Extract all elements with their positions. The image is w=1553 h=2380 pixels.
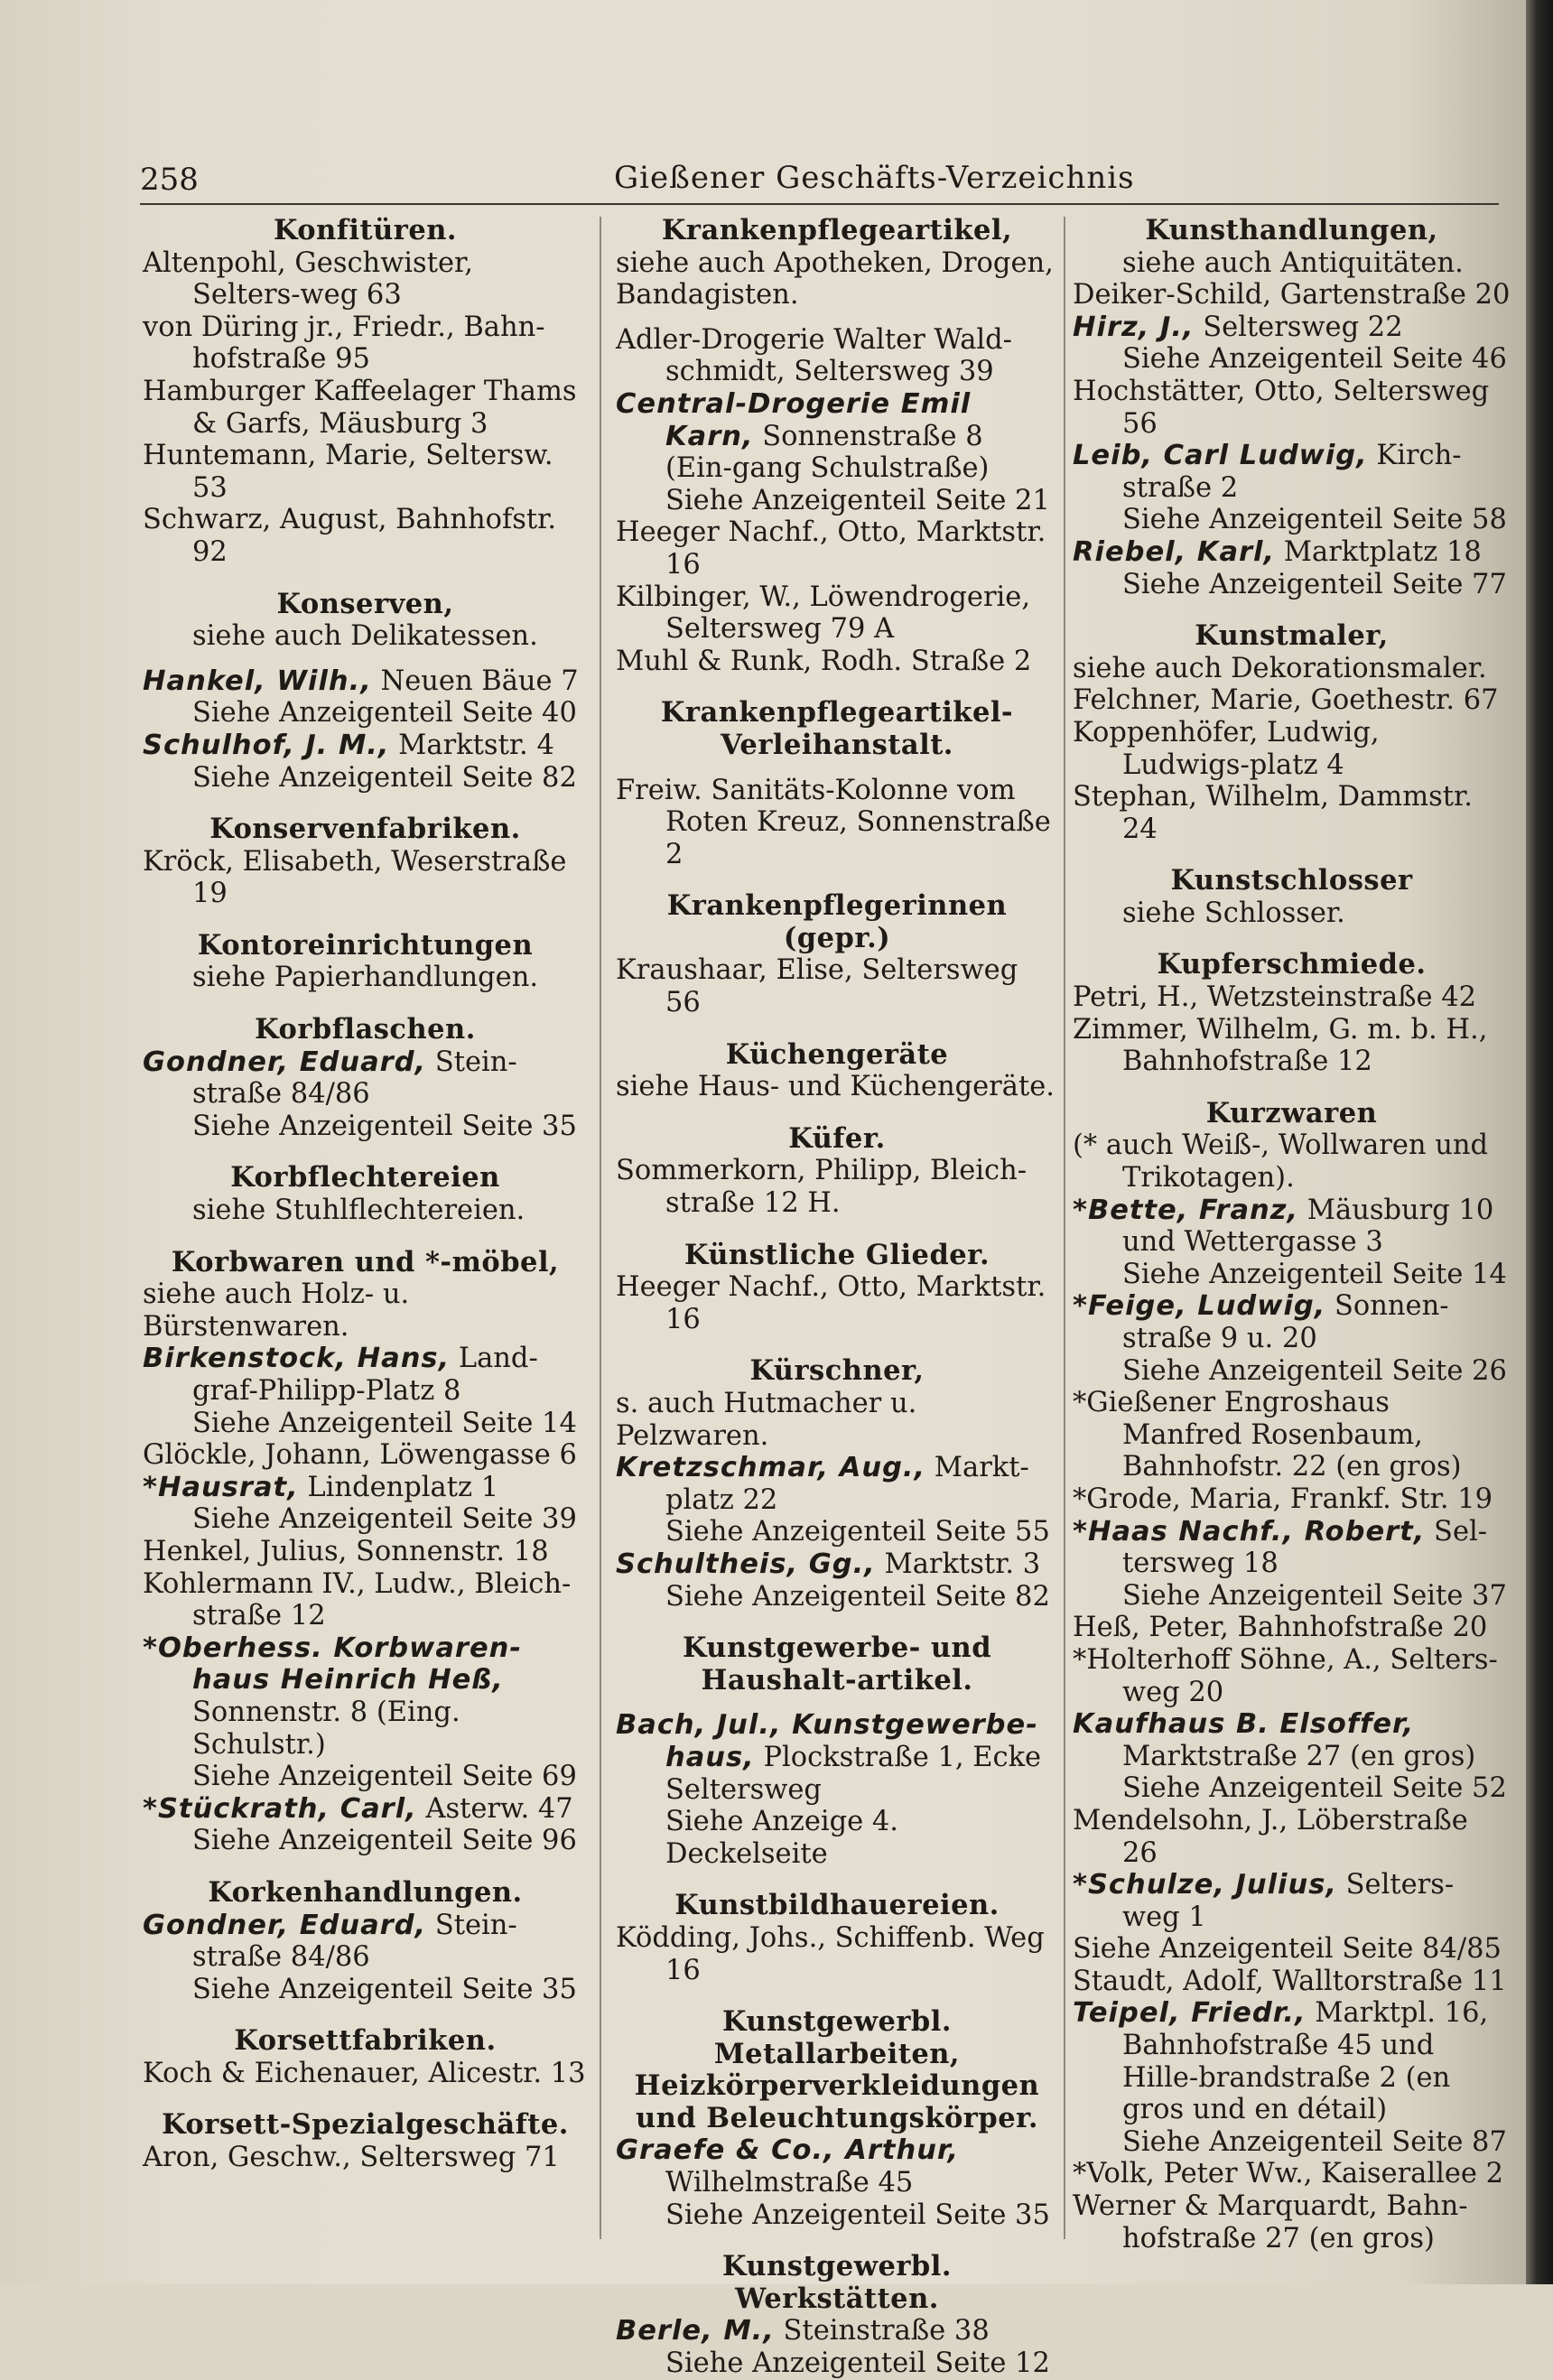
reference-note [1073, 569, 1511, 601]
spacer [616, 870, 1058, 890]
category-heading [1073, 215, 1511, 247]
reference-note [1073, 1772, 1511, 1805]
featured-business-name: Hirz, J., [1073, 311, 1195, 343]
featured-business-name: Schultheis, Gg., [616, 1548, 876, 1580]
featured-business-name: *Hausrat, [143, 1471, 299, 1503]
entry-text: Huntemann, Marie, Seltersw. 53 [143, 440, 553, 504]
directory-entry [1073, 1612, 1511, 1644]
entry-text: Kröck, Elisabeth, Weserstraße 19 [143, 845, 567, 910]
entry-text: Marktpl. 16, Bahnhofstraße 45 und Hille-brandstraße 2 (en gros und en détail) [1122, 1997, 1489, 2126]
entry-text: Heeger Nachf., Otto, Marktstr. 16 [616, 516, 1046, 581]
spacer [616, 1220, 1058, 1240]
directory-entry [1073, 781, 1511, 845]
entry-text: Siehe Anzeigenteil Seite 26 [1122, 1354, 1507, 1387]
spacer [143, 2005, 588, 2025]
spacer [1073, 845, 1511, 865]
spacer [143, 994, 588, 1014]
directory-entry [616, 954, 1058, 1018]
directory-entry [616, 1452, 1058, 1516]
entry-text: Heß, Peter, Bahnhofstraße 20 [1073, 1612, 1488, 1644]
entry-text: Hochstätter, Otto, Seltersweg 56 [1073, 375, 1490, 440]
directory-entry [143, 440, 588, 504]
category-heading [143, 1877, 588, 1910]
entry-text: Koppenhöfer, Ludwig, Ludwigs-platz 4 [1073, 716, 1380, 781]
entry-text: Kunsthandlungen, [1145, 214, 1438, 246]
entry-text: siehe auch Dekorationsmaler. [1073, 652, 1487, 684]
entry-text: Stein-straße 84/86 [192, 1046, 517, 1111]
directory-column-3 [1073, 215, 1511, 2260]
category-heading [616, 1890, 1058, 1922]
entry-text: Kunstgewerbl. Metallarbeiten, Heizkörperverkleidungen und Beleuchtungskörper. [634, 2005, 1040, 2134]
entry-text: Neuen Bäue 7 [371, 665, 579, 697]
category-heading [143, 2025, 588, 2058]
reference-note [616, 1516, 1058, 1548]
reference-note [143, 1503, 588, 1536]
entry-text: Kilbinger, W., Löwendrogerie, Seltersweg 79 A [616, 581, 1031, 646]
entry-text: Schwarz, August, Bahnhofstr. 92 [143, 504, 557, 568]
entry-text: Lindenplatz 1 [298, 1471, 499, 1503]
entry-text: Siehe Anzeigenteil Seite 39 [192, 1503, 577, 1536]
spacer [616, 1335, 1058, 1355]
directory-entry [616, 1548, 1058, 1581]
see-also-note [616, 247, 1058, 311]
spacer [143, 569, 588, 589]
entry-text: Konservenfabriken. [209, 813, 521, 846]
entry-text: Kraushaar, Elise, Seltersweg 56 [616, 954, 1018, 1019]
entry-text: (* auch Weiß-, Wollwaren und Trikotagen). [1073, 1130, 1489, 1195]
reference-note [616, 1806, 1058, 1870]
entry-text: siehe auch Apotheken, Drogen, Bandagisten. [616, 246, 1054, 311]
reference-note [616, 2347, 1058, 2380]
directory-entry [143, 1536, 588, 1568]
entry-text: Korkenhandlungen. [208, 1875, 523, 1909]
directory-entry [1073, 684, 1511, 717]
entry-text: Siehe Anzeigenteil Seite 35 [665, 2199, 1050, 2231]
reference-note [616, 1581, 1058, 1613]
entry-text: Siehe Anzeigenteil Seite 21 [665, 484, 1050, 516]
entry-text: Siehe Anzeigenteil Seite 84/85 [1073, 1933, 1502, 1966]
entry-text: Marktplatz 18 [1275, 535, 1482, 568]
entry-text: Freiw. Sanitäts-Kolonne vom Roten Kreuz, Sonnenstraße 2 [616, 774, 1051, 870]
directory-entry [143, 2058, 588, 2090]
reference-note [143, 962, 588, 994]
entry-text: Seltersweg 22 [1194, 311, 1403, 343]
spacer [143, 653, 588, 665]
featured-business-name: Birkenstock, Hans, [143, 1343, 451, 1375]
spacer [143, 1142, 588, 1162]
directory-entry [616, 324, 1058, 388]
directory-entry [616, 1155, 1058, 1219]
reference-note [143, 1825, 588, 1857]
directory-entry [143, 2142, 588, 2174]
featured-business-name: Berle, M., [616, 2315, 775, 2347]
entry-text: Wilhelmstraße 45 [665, 2167, 914, 2199]
spacer [143, 910, 588, 930]
spacer [616, 1103, 1058, 1123]
directory-entry [1073, 1708, 1511, 1772]
directory-entry [616, 1271, 1058, 1335]
directory-entry [1073, 1869, 1511, 1933]
directory-entry [143, 730, 588, 762]
entry-text: siehe Schlosser. [1122, 897, 1345, 929]
reference-note [1073, 247, 1511, 280]
entry-text: Siehe Anzeigenteil Seite 52 [1122, 1772, 1507, 1805]
entry-text: Kürschner, [749, 1354, 925, 1388]
featured-business-name: *Bette, Franz, [1073, 1194, 1299, 1226]
entry-text: Korbflechtereien [230, 1161, 500, 1195]
reference-note [1073, 2126, 1511, 2159]
category-heading [143, 2109, 588, 2142]
entry-text: *Grode, Maria, Frankf. Str. 19 [1073, 1483, 1493, 1515]
entry-text: Konserven, [276, 587, 454, 620]
entry-text: Land-graf-Philipp-Platz 8 [192, 1343, 538, 1407]
category-heading [616, 1355, 1058, 1388]
entry-text: Korsettfabriken. [234, 2024, 497, 2058]
directory-entry [1073, 1195, 1511, 1259]
entry-text: *Holterhoff Söhne, A., Selters-weg 20 [1073, 1643, 1498, 1708]
entry-text: Stephan, Wilhelm, Dammstr. 24 [1073, 781, 1473, 845]
entry-text: Siehe Anzeigenteil Seite 35 [192, 1110, 577, 1142]
reference-note [143, 620, 588, 653]
category-heading [143, 589, 588, 621]
category-heading [143, 1162, 588, 1195]
spacer [143, 794, 588, 813]
spacer [143, 1227, 588, 1247]
entry-text: siehe auch Delikatessen. [192, 620, 538, 653]
reference-note [616, 2199, 1058, 2232]
featured-business-name: *Oberhess. Korbwaren-haus Heinrich Heß, [143, 1632, 523, 1697]
featured-business-name: Graefe & Co., Arthur, [616, 2134, 960, 2167]
entry-text: Korbwaren und *-möbel, [171, 1245, 560, 1278]
entry-text: Siehe Anzeigenteil Seite 37 [1122, 1579, 1507, 1612]
category-heading [143, 1014, 588, 1046]
entry-text: Kunstbildhauereien. [674, 1889, 1000, 1922]
entry-text: Krankenpflegerinnen (gepr.) [666, 889, 1008, 954]
spacer [616, 1613, 1058, 1632]
entry-text: Sel-tersweg 18 [1122, 1515, 1488, 1580]
directory-entry [1073, 311, 1511, 344]
entry-text: Felchner, Marie, Goethestr. 67 [1073, 684, 1499, 717]
featured-business-name: *Stückrath, Carl, [143, 1792, 417, 1825]
entry-text: Korsett-Spezialgeschäfte. [162, 2108, 569, 2142]
spacer [616, 677, 1058, 697]
entry-text: Korbflaschen. [255, 1013, 476, 1046]
entry-text: Sonnenstr. 8 (Eing. Schulstr.) [192, 1696, 460, 1761]
directory-entry [143, 1910, 588, 1974]
entry-text: Kunstgewerbl. Werkstätten. [722, 2250, 952, 2315]
directory-entry [1073, 536, 1511, 569]
reference-note [143, 762, 588, 795]
entry-text: Koch & Eichenauer, Alicestr. 13 [143, 2057, 586, 2089]
reference-note [143, 1761, 588, 1793]
entry-text: Siehe Anzeigenteil Seite 55 [665, 1516, 1050, 1548]
see-also-note [1073, 653, 1511, 685]
directory-entry [143, 1439, 588, 1472]
entry-text: Deiker-Schild, Gartenstraße 20 [1073, 279, 1511, 311]
entry-text: Krankenpflegeartikel-Verleihanstalt. [660, 696, 1014, 761]
spacer [143, 1857, 588, 1877]
category-heading [143, 215, 588, 247]
directory-entry [1073, 1290, 1511, 1354]
category-heading [1073, 865, 1511, 897]
directory-entry [1073, 376, 1511, 440]
entry-text: Hamburger Kaffeelager Thams & Garfs, Mäusburg 3 [143, 375, 577, 440]
featured-business-name: *Schulze, Julius, [1073, 1869, 1337, 1901]
entry-text: Muhl & Runk, Rodh. Straße 2 [616, 645, 1032, 677]
entry-text: Zimmer, Wilhelm, G. m. b. H., Bahnhofstraße 12 [1073, 1013, 1488, 1078]
entry-text: Aron, Geschw., Seltersweg 71 [143, 2142, 560, 2174]
category-heading [616, 215, 1058, 247]
entry-text: Selters-weg 1 [1122, 1869, 1455, 1933]
entry-text: Henkel, Julius, Sonnenstr. 18 [143, 1535, 549, 1567]
directory-entry [1073, 1483, 1511, 1516]
featured-business-name: *Feige, Ludwig, [1073, 1290, 1326, 1323]
reference-note [1073, 1259, 1511, 1291]
entry-text: Steinstraße 38 [774, 2315, 990, 2347]
category-heading [143, 813, 588, 846]
reference-note [1073, 1580, 1511, 1613]
entry-text: Kohlermann IV., Ludw., Bleich-straße 12 [143, 1567, 572, 1632]
spacer [616, 762, 1058, 775]
entry-text: Plockstraße 1, Ecke Seltersweg [665, 1741, 1042, 1806]
reference-note [143, 1974, 588, 2006]
directory-entry [1073, 2190, 1511, 2254]
entry-text: Kurzwaren [1205, 1096, 1378, 1130]
entry-text: Werner & Marquardt, Bahn-hofstraße 27 (en gros) [1073, 2190, 1468, 2254]
entry-text: Siehe Anzeigenteil Seite 40 [192, 697, 577, 730]
directory-entry [143, 311, 588, 376]
category-heading [143, 1247, 588, 1279]
directory-entry [143, 1472, 588, 1504]
directory-entry [1073, 1014, 1511, 1078]
directory-entry [616, 775, 1058, 871]
entry-text: Stein-straße 84/86 [192, 1909, 517, 1974]
entry-text: Siehe Anzeigenteil Seite 77 [1122, 568, 1507, 600]
reference-note [1073, 1355, 1511, 1388]
directory-entry [143, 665, 588, 698]
category-heading [616, 1039, 1058, 1072]
directory-entry [616, 388, 1058, 485]
entry-text: Sonnenstraße 8 (Ein-gang Schulstraße) [665, 420, 990, 485]
directory-entry [616, 2315, 1058, 2347]
reference-note [143, 1408, 588, 1440]
entry-text: Siehe Anzeigenteil Seite 58 [1122, 504, 1507, 536]
see-also-note [616, 1388, 1058, 1452]
directory-entry [1073, 1644, 1511, 1708]
featured-business-name: Hankel, Wilh., [143, 665, 372, 697]
entry-text: *Volk, Peter Ww., Kaiserallee 2 [1073, 2158, 1504, 2190]
entry-text: Kontoreinrichtungen [197, 928, 534, 962]
column-divider [600, 217, 601, 2239]
directory-entry [1073, 717, 1511, 781]
category-heading [616, 1123, 1058, 1156]
featured-business-name: Central-Drogerie Emil Karn, [616, 387, 972, 452]
entry-text: Mäusburg 10 und Wettergasse 3 [1122, 1194, 1494, 1259]
entry-text: Siehe Anzeigenteil Seite 46 [1122, 343, 1507, 376]
directory-entry [143, 1568, 588, 1632]
featured-business-name: Riebel, Karl, [1073, 535, 1276, 568]
directory-entry [1073, 279, 1511, 311]
reference-note [143, 1195, 588, 1227]
entry-text: Marktstraße 27 (en gros) [1122, 1740, 1476, 1772]
directory-entry [1073, 440, 1511, 504]
directory-entry [143, 1793, 588, 1826]
entry-text: Marktstr. 3 [875, 1548, 1041, 1580]
spacer [143, 2089, 588, 2109]
entry-text: siehe Papierhandlungen. [192, 962, 539, 994]
entry-text: Ködding, Johs., Schiffenb. Weg 16 [616, 1921, 1045, 1986]
featured-business-name: Gondner, Eduard, [143, 1909, 427, 1941]
reference-note [1073, 343, 1511, 376]
featured-business-name: Kaufhaus B. Elsoffer, [1073, 1708, 1415, 1741]
entry-text: Kupferschmiede. [1157, 948, 1427, 981]
featured-business-name: Teipel, Friedr., [1073, 1997, 1307, 2030]
entry-text: Siehe Anzeigenteil Seite 96 [192, 1825, 577, 1857]
directory-entry [616, 2134, 1058, 2199]
entry-text: Adler-Drogerie Walter Wald-schmidt, Seltersweg 39 [616, 323, 1012, 388]
entry-text: Petri, H., Wetzsteinstraße 42 [1073, 981, 1477, 1014]
entry-text: Siehe Anzeigenteil Seite 87 [1122, 2125, 1507, 2158]
entry-text: Mendelsohn, J., Löberstraße 26 [1073, 1804, 1468, 1869]
entry-text: Siehe Anzeige 4. Deckelseite [665, 1806, 898, 1870]
category-heading [616, 890, 1058, 954]
entry-text: Küfer. [788, 1121, 886, 1155]
spacer [616, 2231, 1058, 2251]
entry-text: s. auch Hutmacher u. Pelzwaren. [616, 1388, 917, 1452]
directory-column-1 [143, 215, 588, 2260]
entry-text: Glöckle, Johann, Löwengasse 6 [143, 1439, 577, 1472]
entry-text: Konfitüren. [273, 214, 458, 246]
directory-entry [143, 247, 588, 311]
category-heading [143, 930, 588, 962]
reference-note [1073, 504, 1511, 536]
directory-entry [143, 846, 588, 910]
spacer [1073, 1078, 1511, 1098]
category-heading [616, 2006, 1058, 2134]
directory-entry [143, 1046, 588, 1111]
entry-text: Asterw. 47 [416, 1792, 573, 1825]
directory-entry [616, 581, 1058, 646]
directory-entry [1073, 1516, 1511, 1580]
directory-entry [143, 1343, 588, 1407]
directory-entry [1073, 1130, 1511, 1194]
entry-text: Sonnen-straße 9 u. 20 [1122, 1290, 1449, 1354]
entry-text: Siehe Anzeigenteil Seite 14 [192, 1407, 577, 1439]
category-heading [616, 697, 1058, 761]
entry-text: Markt-platz 22 [665, 1452, 1029, 1516]
entry-text: Sommerkorn, Philipp, Bleich-straße 12 H. [616, 1155, 1028, 1220]
entry-text: Heeger Nachf., Otto, Marktstr. 16 [616, 1271, 1046, 1335]
directory-entry [1073, 1997, 1511, 2125]
column-divider [1064, 217, 1065, 2239]
featured-business-name: Leib, Carl Ludwig, [1073, 440, 1368, 472]
directory-entry [1073, 981, 1511, 1014]
featured-business-name: Gondner, Eduard, [143, 1046, 427, 1078]
category-heading [616, 2251, 1058, 2315]
category-heading [1073, 620, 1511, 653]
directory-entry [1073, 2158, 1511, 2190]
directory-entry [616, 1922, 1058, 1986]
entry-text: Künstliche Glieder. [684, 1238, 990, 1271]
entry-text: Kunstschlosser [1170, 864, 1413, 897]
entry-text: siehe auch Antiquitäten. [1122, 246, 1464, 279]
directory-entry [143, 1632, 588, 1761]
entry-text: siehe Stuhlflechtereien. [192, 1195, 525, 1227]
spacer [1073, 600, 1511, 620]
running-title: Gießener Geschäfts-Verzeichnis [614, 160, 1135, 196]
book-edge [1526, 0, 1553, 2284]
directory-entry [1073, 1805, 1511, 1869]
entry-text: Siehe Anzeigenteil Seite 82 [665, 1580, 1050, 1613]
featured-business-name: *Haas Nachf., Robert, [1073, 1515, 1426, 1548]
see-also-note [616, 1071, 1058, 1103]
entry-text: *Gießener Engroshaus Manfred Rosenbaum, Bahnhofstr. 22 (en gros) [1073, 1387, 1462, 1483]
entry-text: von Düring jr., Friedr., Bahn-hofstraße 95 [143, 311, 545, 376]
spacer [616, 311, 1058, 324]
reference-note [143, 697, 588, 730]
entry-text: Kunstgewerbe- und Haushalt-artikel. [682, 1632, 992, 1697]
reference-note [616, 485, 1058, 517]
directory-entry [616, 516, 1058, 581]
page-number: 258 [140, 162, 199, 198]
entry-text: Siehe Anzeigenteil Seite 35 [192, 1973, 577, 2005]
featured-business-name: Kretzschmar, Aug., [616, 1452, 926, 1484]
category-heading [1073, 1098, 1511, 1130]
page-header [140, 158, 1499, 205]
directory-entry [1073, 1387, 1511, 1483]
entry-text: siehe auch Holz- u. Bürstenwaren. [143, 1278, 410, 1343]
entry-text: Siehe Anzeigenteil Seite 82 [192, 761, 577, 794]
entry-text: Marktstr. 4 [389, 729, 554, 761]
entry-text: Siehe Anzeigenteil Seite 12 [665, 2347, 1050, 2380]
see-also-note [143, 1278, 588, 1343]
entry-text: Kirch-straße 2 [1122, 440, 1462, 504]
spacer [616, 1986, 1058, 2006]
entry-text: Altenpohl, Geschwister, Selters-weg 63 [143, 246, 473, 311]
spacer [616, 1019, 1058, 1039]
directory-entry [616, 1709, 1058, 1806]
directory-entry [616, 646, 1058, 678]
directory-entry [143, 376, 588, 440]
entry-text: Staudt, Adolf, Walltorstraße 11 [1073, 1965, 1507, 1997]
entry-text: Kunstmaler, [1195, 619, 1389, 653]
directory-entry [143, 504, 588, 568]
category-heading [1073, 949, 1511, 981]
entry-text: Krankenpflegeartikel, [661, 214, 1013, 246]
spacer [1073, 929, 1511, 949]
entry-text: Siehe Anzeigenteil Seite 14 [1122, 1258, 1507, 1290]
reference-note [143, 1111, 588, 1143]
spacer [616, 1870, 1058, 1890]
directory-entry [1073, 1966, 1511, 1998]
entry-text: siehe Haus- und Küchengeräte. [616, 1071, 1055, 1103]
entry-text: Küchengeräte [725, 1037, 949, 1071]
category-heading [616, 1632, 1058, 1697]
featured-business-name: Schulhof, J. M., [143, 729, 390, 761]
see-also-note [1073, 1933, 1511, 1966]
spacer [616, 1697, 1058, 1709]
directory-column-2 [616, 214, 1058, 2380]
category-heading [616, 1240, 1058, 1272]
featured-business-name: Bach, Jul., Kunstgewerbe-haus, [616, 1709, 1038, 1773]
reference-note [1073, 897, 1511, 930]
entry-text: Siehe Anzeigenteil Seite 69 [192, 1761, 577, 1793]
